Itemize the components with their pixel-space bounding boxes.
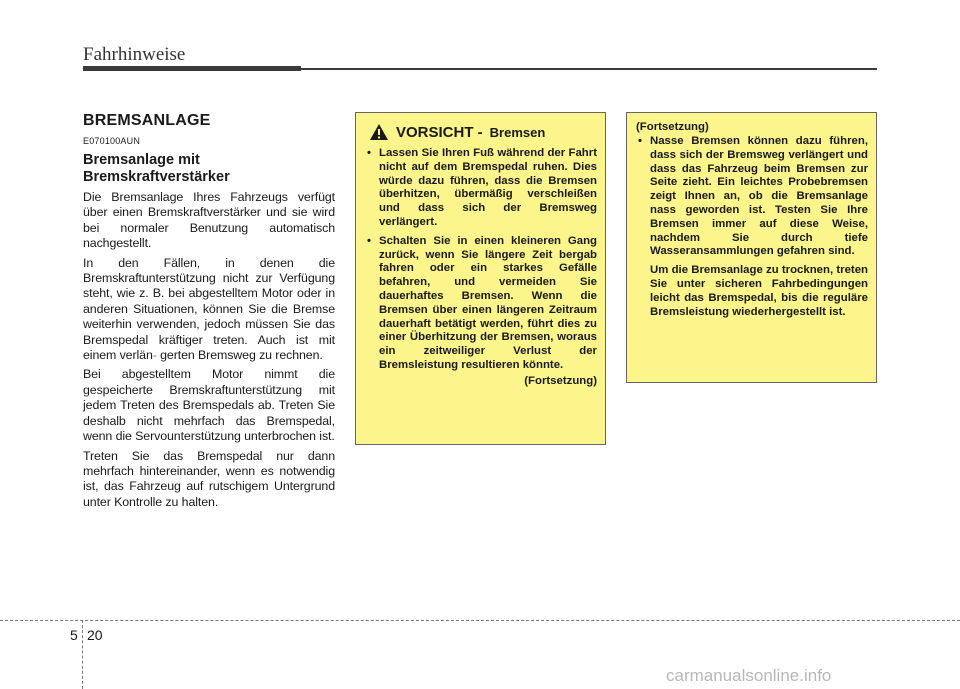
body-text (83, 190, 335, 510)
footer-rule (0, 620, 960, 621)
caution-word: VORSICHT - (396, 123, 483, 141)
page-header-title: Fahrhinweise (83, 44, 186, 65)
paragraph-4: Treten Sie das Bremspedal nur dann mehrfach hintereinander, wenn es notwendig ist, das Fahrzeug auf rutschigem Untergrund unter Kontrolle zu halten. (83, 448, 335, 509)
caution-bullet-2: • Schalten Sie in einen kleineren Gang zurück, wenn Sie längere Zeit bergab fahren oder ein starkes Gefälle befahren, und vermeiden Sie dauerhaftes Bremsen. Wenn die Bremsen über einen längeren Zeitraum dauerhaft betätigt werden, führt dies zu einer Überhitzung der Bremsen, woraus ein zeitweiliger Verlust der Bremsleistung resultieren könnte. (365, 235, 597, 373)
hyphen-mark: - (152, 348, 157, 363)
paragraph-2-tail: gerten Bremsweg zu rechnen. (160, 348, 323, 363)
caution-header (365, 123, 597, 141)
caution-continued-box (626, 112, 877, 383)
caution-list (365, 147, 597, 373)
continued-list (636, 135, 868, 259)
watermark: carmanualsonline.info (666, 666, 832, 685)
paragraph-2 (83, 256, 335, 364)
page-number: 20 (87, 627, 103, 643)
footer-divider (82, 620, 83, 689)
header-rule-thin (301, 68, 877, 70)
paragraph-3: Bei abgestelltem Motor nimmt die gespeicherte Bremskraftunterstützung mit jedem Treten des Bremspedals ab. Treten Sie deshalb nicht mehrfach das Bremspedal, wenn die Servounterstützung unterbrochen ist. (83, 367, 335, 444)
warning-triangle-icon (369, 123, 389, 141)
section-title: BREMSANLAGE (83, 112, 211, 129)
continued-label: (Fortsetzung) (636, 121, 709, 133)
section-code: E070100AUN (83, 136, 141, 146)
continued-paragraph: Um die Bremsanlage zu trocknen, treten Sie unter sicheren Fahrbedingungen leicht das Bremspedal, bis die reguläre Bremsleistung wiederhergestellt ist. (650, 264, 868, 318)
caution-continued: (Fortsetzung) (524, 374, 597, 387)
paragraph-1: Die Bremsanlage Ihres Fahrzeugs verfügt über einen Bremskraftverstärker und sie wird bei normaler Benutzung automatisch nachgestellt. (83, 190, 335, 251)
caution-bullet-1: • Lassen Sie Ihren Fuß während der Fahrt nicht auf dem Bremspedal ruhen. Dies würde dazu führen, dass die Bremsen überhitzen, übermäßig verschleißen und dass sich der Bremsweg verlängert. (365, 147, 597, 230)
main-column (83, 112, 335, 510)
continued-bullet-1: • Nasse Bremsen können dazu führen, dass sich der Bremsweg verlängert und dass das Fahrzeug beim Bremsen zur Seite zieht. Ein leichtes Probebremsen zeigt Ihnen an, ob die Bremsanlage nass geworden ist. Testen Sie Ihre Bremsen immer auf diese Weise, nachdem Sie durch tiefe Wasseransammlungen gefahren sind. (636, 135, 868, 259)
caution-subject: Bremsen (489, 124, 546, 140)
paragraph-2-text: In den Fällen, in denen die Bremskraftunterstützung nicht zur Verfügung steht, wie z. B. bei abgestelltem Motor oder in anderen Situationen, können Sie die Bremse weiterhin verwenden, jedoch müssen Sie das Bremspedal kräftiger treten. Auch ist mit einem verlän (83, 255, 335, 363)
subheading: Bremsanlage mit Bremskraftverstärker (83, 152, 230, 185)
header-rule-thick (83, 66, 301, 71)
chapter-number: 5 (70, 627, 78, 643)
caution-box (355, 112, 606, 445)
